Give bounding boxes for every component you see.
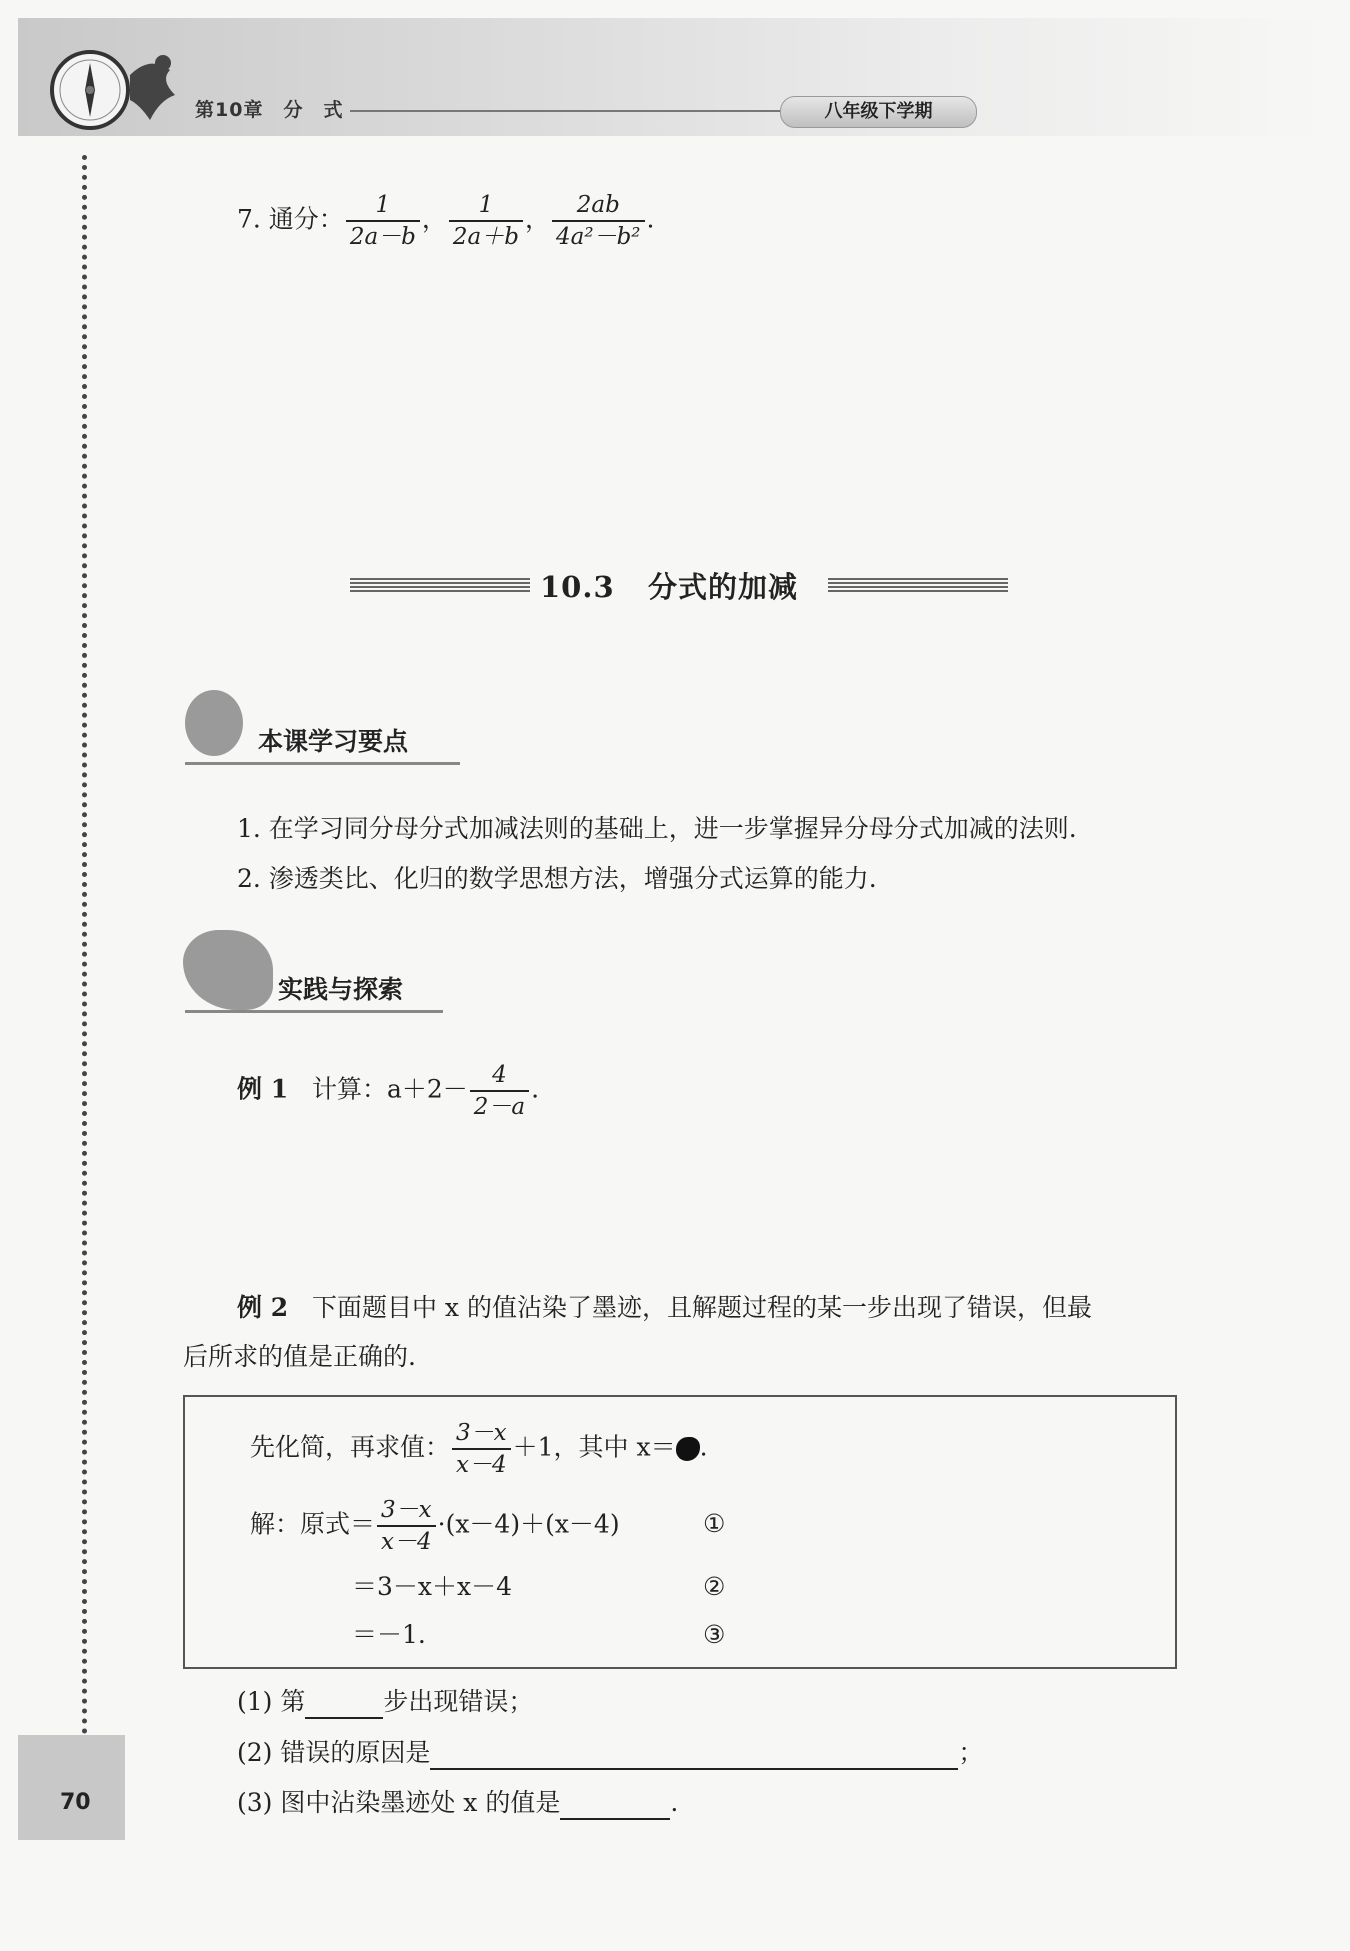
question-2 — [237, 1736, 983, 1770]
example-2-label: 例 2 — [237, 1293, 289, 1322]
practice-banner: 实践与探索 — [278, 975, 404, 1004]
task-end: . — [699, 1432, 708, 1462]
question-2-pre: (2) 错误的原因是 — [237, 1738, 431, 1767]
example-1-label: 例 1 — [237, 1074, 289, 1104]
solution-step-1 — [250, 1495, 620, 1557]
box-task — [250, 1418, 708, 1480]
solution-step-2: ＝3－x＋x－4 — [352, 1572, 513, 1601]
fraction-1-numerator: 1 — [375, 192, 391, 218]
example-1-numerator: 4 — [492, 1062, 507, 1088]
task-denominator: x－4 — [452, 1448, 511, 1480]
fraction-2-numerator: 1 — [478, 192, 494, 218]
fraction-1-denominator: 2a－b — [346, 220, 420, 252]
fraction-3 — [552, 190, 645, 252]
task-prefix: 先化简，再求值： — [250, 1432, 451, 1462]
fraction-3-numerator: 2ab — [576, 192, 620, 218]
question-1-pre: (1) 第 — [237, 1687, 306, 1716]
chapter-label: 第10章 分 式 — [195, 99, 344, 121]
solution-numerator: 3－x — [381, 1497, 432, 1523]
practice-underline — [185, 1010, 443, 1013]
step-3-marker: ③ — [703, 1620, 726, 1649]
example-2-line-1 — [237, 1291, 1092, 1325]
fraction-2-denominator: 2a＋b — [449, 220, 523, 252]
ink-blot-icon — [676, 1437, 700, 1461]
section-number: 10.3 — [540, 570, 615, 604]
task-numerator: 3－x — [456, 1420, 507, 1446]
solution-step-3: ＝－1. — [352, 1620, 426, 1649]
problem-7-prefix: 7. 通分： — [237, 204, 344, 234]
header-rule — [350, 110, 780, 112]
example-1-fraction — [470, 1060, 529, 1122]
example-1-prefix: 计算：a＋2－ — [311, 1074, 468, 1104]
period: . — [531, 1074, 540, 1104]
example-1 — [237, 1060, 539, 1122]
question-3-post: . — [670, 1788, 679, 1817]
fraction-2 — [449, 190, 523, 252]
page-number: 70 — [60, 1790, 91, 1815]
separator: ， — [524, 204, 550, 234]
compass-runner-logo — [45, 45, 195, 135]
dotted-margin — [82, 155, 87, 1745]
question-1 — [237, 1685, 533, 1719]
section-name: 分式的加减 — [647, 570, 798, 604]
answer-blank-3[interactable] — [560, 1792, 670, 1820]
fraction-1 — [346, 190, 420, 252]
question-2-post: ； — [958, 1738, 984, 1767]
key-points-underline — [185, 762, 460, 765]
title-rule-left — [350, 578, 530, 592]
solution-fraction — [377, 1495, 436, 1557]
key-point-2: 2. 渗透类比、化归的数学思想方法，增强分式运算的能力. — [237, 864, 877, 893]
section-title — [540, 565, 798, 606]
problem-7 — [237, 190, 654, 252]
example-1-denominator: 2－a — [470, 1090, 529, 1122]
solution-prefix: 解：原式＝ — [250, 1509, 376, 1539]
key-points-banner: 本课学习要点 — [258, 727, 409, 756]
task-fraction — [452, 1418, 511, 1480]
task-mid: ＋1，其中 x＝ — [512, 1432, 676, 1462]
fraction-3-denominator: 4a²－b² — [552, 220, 645, 252]
solution-rest: ·(x－4)＋(x－4) — [437, 1509, 620, 1539]
answer-blank-1[interactable] — [305, 1691, 383, 1719]
example-2-line-2: 后所求的值是正确的. — [183, 1342, 416, 1371]
page-number-box — [18, 1735, 125, 1840]
question-3-pre: (3) 图中沾染墨迹处 x 的值是 — [237, 1788, 561, 1817]
question-3 — [237, 1786, 678, 1820]
writing-kid-mascot-icon — [183, 930, 273, 1010]
title-rule-right — [828, 578, 1008, 592]
step-1-marker: ① — [703, 1509, 726, 1538]
example-2-text-1: 下面题目中 x 的值沾染了墨迹，且解题过程的某一步出现了错误，但最 — [311, 1293, 1092, 1322]
solution-denominator: x－4 — [377, 1525, 436, 1557]
answer-blank-2[interactable] — [430, 1742, 958, 1770]
reading-kid-mascot-icon — [185, 690, 243, 756]
separator: ， — [421, 204, 447, 234]
key-point-1: 1. 在学习同分母分式加减法则的基础上，进一步掌握异分母分式加减的法则. — [237, 814, 1077, 843]
term-badge: 八年级下学期 — [780, 96, 977, 128]
period: . — [646, 204, 655, 234]
question-1-post: 步出现错误； — [383, 1687, 534, 1716]
step-2-marker: ② — [703, 1572, 726, 1601]
